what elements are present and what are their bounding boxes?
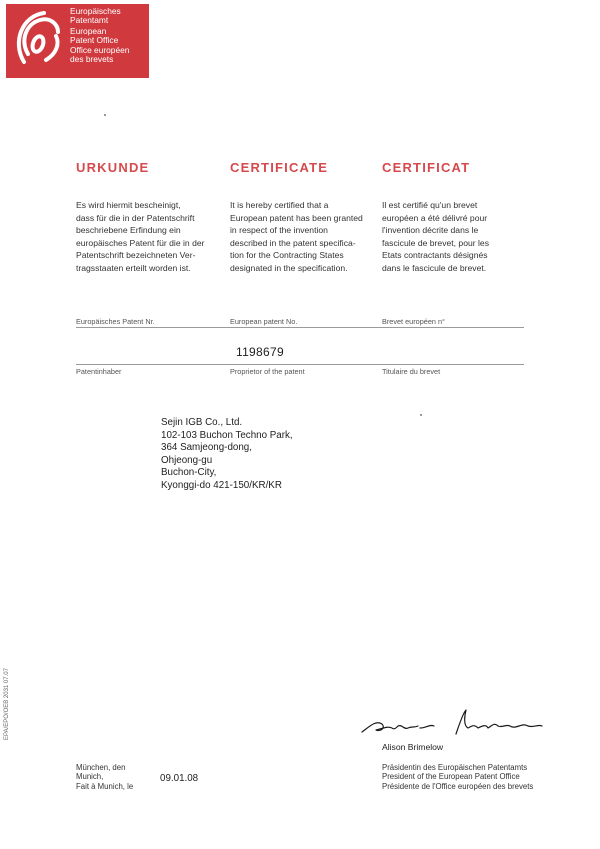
statement-line: Patentschrift bezeichneten Ver- [76, 250, 196, 261]
statement-line: tragsstaaten erteilt worden ist. [76, 262, 191, 273]
logo-line: Office européen [70, 45, 130, 56]
place-line: Munich, [76, 772, 104, 782]
logo-line: European [70, 25, 107, 36]
address-line: Buchon-City, [161, 467, 217, 479]
address-line: 364 Samjeong-dong, [161, 442, 252, 454]
logo-line: Patent Office [70, 34, 119, 45]
statement-line: dass für die in der Patentschrift [76, 212, 195, 223]
statement-line: beschriebene Erfindung ein [76, 225, 181, 236]
address-line: Kyonggi-do 421-150/KR/KR [161, 479, 282, 491]
statement-english [230, 199, 375, 275]
statement-line: in respect of the invention [230, 225, 328, 236]
proprietor-label-en: Proprietor of the patent [230, 367, 305, 376]
place-line: Fait à Munich, le [76, 781, 134, 791]
logo-text [70, 7, 129, 66]
signer-title-line: President of the European Patent Office [382, 772, 520, 782]
epo-logo-icon [16, 10, 66, 72]
statement-line: europäisches Patent für die in der [76, 237, 205, 248]
signature-image [360, 706, 550, 740]
place-line: München, den [76, 763, 126, 772]
statement-french [382, 199, 527, 275]
epo-logo [6, 4, 149, 78]
statement-line: European patent has been granted [230, 212, 363, 223]
issue-date: 09.01.08 [160, 773, 199, 784]
patent-number-label-de: Europäisches Patent Nr. [76, 317, 155, 326]
patent-number-label-en: European patent No. [230, 317, 298, 326]
address-line: Sejin IGB Co., Ltd. [161, 417, 243, 428]
heading-urkunde: URKUNDE [76, 160, 150, 175]
logo-line: des brevets [70, 54, 114, 65]
logo-line: Europäisches [70, 6, 121, 16]
proprietor-address [161, 417, 293, 493]
patent-number-label-fr: Brevet européen n° [382, 317, 445, 326]
statement-line: fascicule de brevet, pour les [382, 237, 490, 248]
proprietor-label-de: Patentinhaber [76, 367, 122, 376]
signer-name: Alison Brimelow [382, 742, 444, 752]
divider [76, 364, 524, 365]
statement-german [76, 199, 221, 275]
divider [76, 327, 524, 328]
form-code: EPA/EPO/OEB 2031 07.07 [4, 668, 10, 740]
statement-line: described in the patent specifica- [230, 237, 356, 248]
speck [104, 114, 106, 116]
statement-line: tion for the Contracting States [230, 250, 344, 261]
statement-line: Il est certifié qu'un brevet [382, 200, 478, 210]
statement-line: dans le fascicule de brevet. [382, 262, 487, 273]
logo-line: Patentamt [70, 15, 109, 26]
signer-title-line: Präsidentin des Europäischen Patentamts [382, 763, 528, 772]
statement-line: l'invention décrite dans le [382, 225, 479, 236]
patent-number: 1198679 [236, 345, 284, 359]
heading-certificate: CERTIFICATE [230, 160, 329, 175]
statement-line: Es wird hiermit bescheinigt, [76, 200, 181, 210]
address-line: Ohjeong-gu [161, 454, 213, 466]
signer-title-line: Présidente de l'Office européen des brevets [382, 781, 534, 791]
speck [420, 414, 422, 416]
place-of-issue [76, 763, 133, 791]
heading-certificat: CERTIFICAT [382, 160, 471, 175]
signer-title [382, 763, 533, 791]
statement-line: It is hereby certified that a [230, 200, 329, 210]
proprietor-label-fr: Titulaire du brevet [382, 367, 441, 376]
statement-line: designated in the specification. [230, 262, 348, 273]
statement-line: européen a été délivré pour [382, 212, 488, 223]
address-line: 102-103 Buchon Techno Park, [161, 429, 293, 441]
statement-line: Etats contractants désignés [382, 250, 488, 261]
